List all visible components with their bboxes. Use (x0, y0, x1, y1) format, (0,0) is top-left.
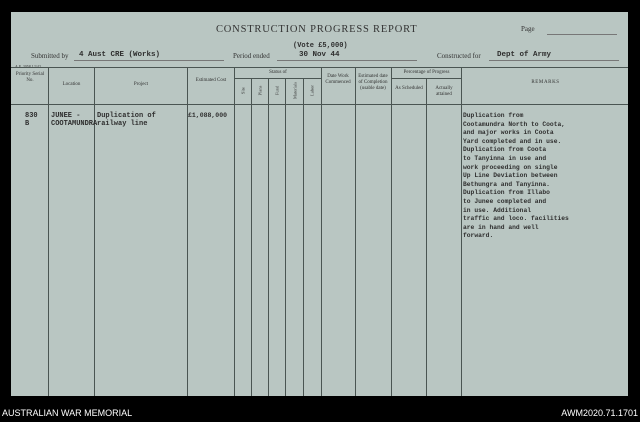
header-status-of: Status of (269, 70, 287, 75)
row-project: Duplication of railway line (97, 112, 156, 128)
header-estimated-completion: Estimated date of Completion (usable date) (358, 74, 388, 91)
report-title: CONSTRUCTION PROGRESS REPORT (216, 24, 418, 35)
col-divider (268, 78, 269, 396)
footer-archive-name: AUSTRALIAN WAR MEMORIAL (2, 408, 133, 418)
constructed-for-label: Constructed for (437, 52, 481, 60)
row-remarks: Duplication from Cootamundra North to Coota, and major works in Coota Yard completed and in use. Duplication from Coota to Tanyinna in use and work proceeding on single Up Line Deviation between Bethungra and Tanyinna. Duplication from Illabo to Junee completed and in use. Additional traffic and loco. facilities are in hand and well forward. (463, 112, 569, 240)
col-divider (321, 67, 322, 396)
header-project: Project (133, 82, 149, 87)
row-location: JUNEE - COOTAMUNDRA (51, 112, 98, 128)
header-percentage-progress: Percentage of Progress (403, 70, 450, 75)
header-materials: Materials (292, 82, 298, 99)
col-divider (391, 67, 392, 396)
footer-accession-number: AWM2020.71.1701 (561, 408, 638, 418)
header-estimated-cost: Estimated Cost (195, 78, 227, 83)
col-divider (234, 67, 235, 396)
col-divider (355, 67, 356, 396)
header-remarks: REMARKS (531, 80, 560, 85)
report-sheet (11, 12, 628, 396)
submitted-by-value: 4 Aust CRE (Works) (79, 51, 161, 59)
header-fund: Fund (274, 85, 280, 96)
row-estimated-cost: £1,088,000 (188, 112, 228, 119)
header-labor: Labor (309, 85, 315, 96)
header-plans: Plans (257, 85, 263, 96)
col-divider (285, 78, 286, 396)
header-site: Site (240, 87, 246, 95)
col-divider (426, 78, 427, 396)
col-divider (251, 78, 252, 396)
table-top-line (11, 67, 628, 68)
page-underline (547, 34, 617, 35)
constructed-underline (489, 60, 619, 61)
header-actually-attained: Actually attained (435, 86, 453, 97)
submitted-by-label: Submitted by (31, 52, 69, 60)
period-underline (277, 60, 417, 61)
header-priority: Priority Serial No. (15, 72, 45, 83)
period-ended-label: Period ended (233, 52, 270, 60)
col-divider (48, 67, 49, 396)
header-as-scheduled: As Scheduled (395, 86, 423, 91)
header-bottom-line (11, 104, 628, 105)
col-divider (303, 78, 304, 396)
period-ended-value: 30 Nov 44 (299, 51, 340, 59)
col-divider (461, 67, 462, 396)
page-label: Page (521, 25, 535, 33)
header-date-work: Date Work Commenced (325, 74, 351, 85)
row-priority: 830 B (25, 112, 38, 128)
submitted-underline (74, 60, 224, 61)
constructed-for-value: Dept of Army (497, 51, 552, 59)
header-location: Location (62, 82, 81, 87)
period-note: (Vote £5,000) (293, 42, 348, 50)
